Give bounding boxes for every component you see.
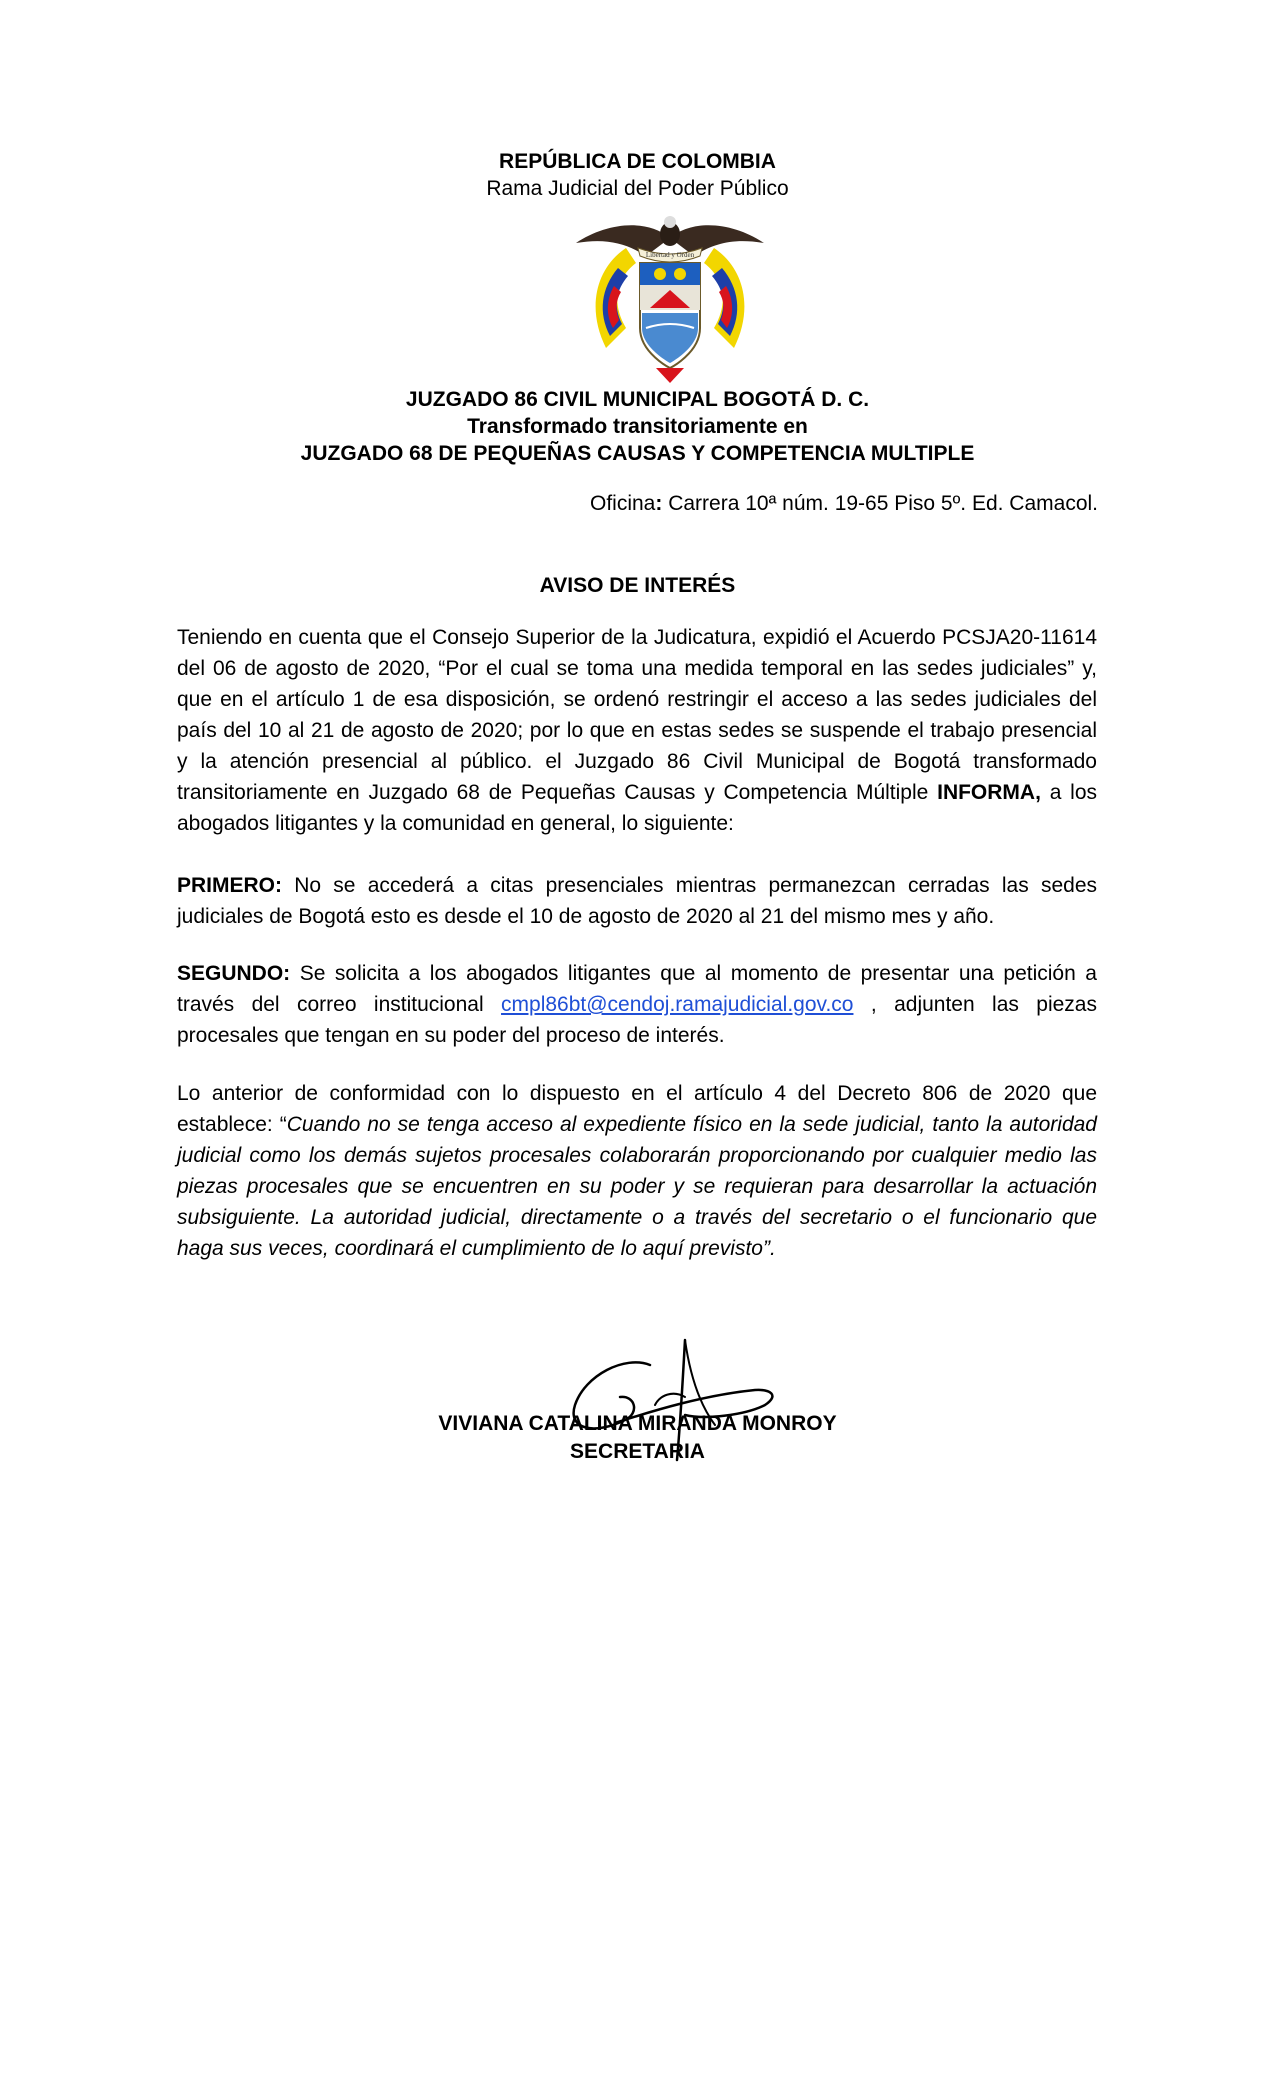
segundo-label: SEGUNDO: [177, 962, 291, 985]
court-name: JUZGADO 86 CIVIL MUNICIPAL BOGOTÁ D. C. [405, 388, 870, 411]
office-address [590, 492, 1098, 516]
signer-role: SECRETARIA [570, 1440, 705, 1463]
paragraph-primero [177, 870, 1097, 932]
primero-text: No se accederá a citas presenciales mientras permanezcan cerradas las sedes judiciales de Bogotá esto es desde el 10 de agosto de 2020 al 21 del mismo mes y año. [177, 874, 1097, 928]
court-new-name: JUZGADO 68 DE PEQUEÑAS CAUSAS Y COMPETENCIA MULTIPLE [300, 442, 975, 465]
primero-label: PRIMERO: [177, 874, 282, 897]
header-branch: Rama Judicial del Poder Público [486, 177, 789, 200]
office-address-text: Carrera 10ª núm. 19-65 Piso 5º. Ed. Camacol. [662, 492, 1098, 515]
signer-name: VIVIANA CATALINA MIRANDA MONROY [438, 1412, 837, 1435]
intro-tail: a los abogados litigantes y la comunidad en general, lo siguiente: [177, 781, 1097, 835]
intro-bold: INFORMA, [937, 781, 1041, 804]
decree-quote: Cuando no se tenga acceso al expediente físico en la sede judicial, tanto la autoridad judicial como los demás sujetos procesales colaborarán proporcionando por cualquier medio las piezas procesales que se encuentren en su poder y se requieran para desarrollar la actuación subsiguiente. La autoridad judicial, directamente o a través del secretario o el funcionario que haga sus veces, coordinará el cumplimiento de lo aquí previsto”. [177, 1113, 1097, 1260]
office-colon: : [655, 492, 663, 515]
email-link[interactable]: cmpl86bt@cendoj.ramajudicial.gov.co [501, 993, 854, 1016]
coat-of-arms-icon [566, 208, 774, 388]
segundo-text-before: Se solicita a los abogados litigantes que al momento de presentar una petición a través del correo institucional [177, 962, 1097, 1016]
paragraph-decree [177, 1078, 1097, 1264]
court-transition: Transformado transitoriamente en [467, 415, 808, 438]
paragraph-segundo [177, 958, 1097, 1051]
intro-text: Teniendo en cuenta que el Consejo Superior de la Judicatura, expidió el Acuerdo PCSJA20-11614 del 06 de agosto de 2020, “Por el cual se toma una medida temporal en las sedes judiciales” y, que en el artículo 1 de esa disposición, se ordenó restringir el acceso a las sedes judiciales del país del 10 al 21 de agosto de 2020; por lo que en estas sedes se suspende el trabajo presencial y la atención presencial al público. el Juzgado 86 Civil Municipal de Bogotá transformado transitoriamente en Juzgado 68 de Pequeñas Causas y Competencia Múltiple [177, 626, 1097, 804]
header-country: REPÚBLICA DE COLOMBIA [499, 150, 776, 173]
office-label: Oficina [590, 492, 656, 515]
seal-motto: Libertad y Orden [645, 251, 695, 259]
segundo-text-after: , adjunten las piezas procesales que tengan en su poder del proceso de interés. [177, 993, 1097, 1047]
decree-text: Lo anterior de conformidad con lo dispuesto en el artículo 4 del Decreto 806 de 2020 que establece: “ [177, 1082, 1097, 1136]
notice-title: AVISO DE INTERÉS [539, 574, 736, 597]
paragraph-intro [177, 622, 1097, 839]
